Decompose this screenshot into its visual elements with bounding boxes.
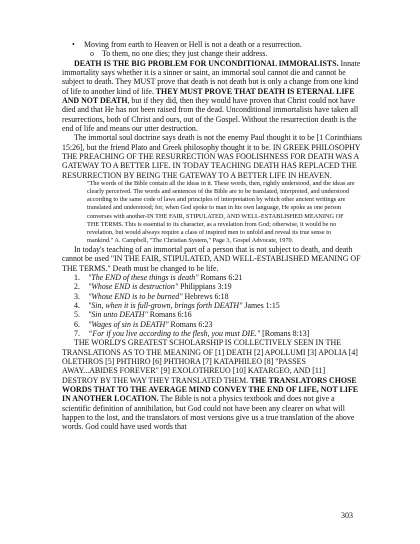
verse-quote: "Sin unto DEATH" bbox=[88, 310, 148, 320]
bullet-text: Moving from earth to Heaven or Hell is not a death or a resurrection. bbox=[84, 40, 302, 49]
verse-text bbox=[88, 292, 229, 301]
paragraph-emphasis: THEY MUST PROVE THAT DEATH IS ETERNAL LIFE AND NOT DEATH bbox=[62, 86, 355, 106]
verse-item bbox=[62, 273, 362, 282]
verse-item bbox=[62, 292, 362, 301]
verse-item bbox=[62, 329, 362, 338]
verse-quote: “For if you live according to the flesh, you must DIE." bbox=[88, 329, 261, 338]
paragraph-death-problem bbox=[62, 59, 362, 134]
page-number: 303 bbox=[341, 511, 353, 520]
block-quote-campbell: "The words of the Bible contain all the ideas in it. These words, then, rightly understood, and the ideas are clearly perceived. The words and sentences of the Bible are to be translated, interpreted, and understood according to the same code of laws and principles of interpretation by which other ancient writings are translated and understood; for, when God spoke to man in his own language, He spoke as one person converses with another-IN THE FAIR, STIPULATED, AND WELL-ESTABLISHED MEANING OF THE TERMS. This is essential to its character, as a revelation from God; otherwise, it would be no revelation, but would always require a class of inspired men to unfold and reveal its true sense to mankind." A. Campbell, "The Christian System," Page 3, Gospel Advocate, 1970. bbox=[87, 180, 355, 244]
verse-number: 2. bbox=[74, 282, 80, 292]
verse-item bbox=[62, 282, 362, 291]
paragraph-text: Innate immortality says whether it is a sinner or saint, an immortal soul cannot die and cannot be subject to death. They MUST prove that death is not death but is only a change from one kind of life to another kind of life. bbox=[62, 58, 361, 96]
sub-bullet-mark: o bbox=[90, 49, 94, 59]
verse-quote: "Whose END is destruction" bbox=[88, 282, 179, 292]
verse-reference: Romans 6:23 bbox=[168, 319, 213, 329]
verse-number: 3. bbox=[74, 291, 80, 301]
bullet-mark: • bbox=[72, 40, 75, 49]
verse-number: 7. bbox=[74, 329, 80, 338]
verse-quote: "Whose END is to be burned" bbox=[88, 291, 183, 301]
verse-text bbox=[88, 301, 280, 310]
paragraph-emphasis: THE TRANSLATORS CHOSE WORDS THAT TO THE AVERAGE MIND CONVEY THE END OF LIFE, NOT LIFE IN ANOTHER LOCATION. bbox=[62, 375, 359, 404]
verse-reference: [Romans 8:13] bbox=[260, 329, 310, 338]
verse-reference: Philippians 3:19 bbox=[178, 282, 232, 292]
paragraph-text: The Bible is not a physics textbook and does not give a scientific definition of annihilation, but God could not have been any clearer on what will happen to the lost, and the translators of most versions give us a true translation of the above words. God could have used words that bbox=[62, 394, 355, 432]
verse-item bbox=[62, 301, 362, 310]
verse-number: 5. bbox=[74, 310, 80, 320]
paragraph-text: , but if they did, then they would have proven that Christ could not have died and that He has not been raised from the dead. Unconditional immortalists have taken all resurrections, both of Christ and ours, out of the Gospel. Without the resurrection death is the end of life and means our utter destruction. bbox=[62, 96, 359, 134]
verse-text bbox=[88, 282, 232, 291]
sub-bullet-item bbox=[62, 49, 362, 58]
verse-text bbox=[88, 310, 192, 319]
verse-reference: Romans 6:21 bbox=[198, 272, 243, 282]
verse-item bbox=[62, 320, 362, 329]
paragraph-immortal-soul: The immortal soul doctrine says death is not the enemy Paul thought it to be [1 Corinthians 15:26], but the friend Plato and Greek philosophy thought it to be. IN GREEK PHILOSOPHY THE PREACHING OF THE RESURRECTION WAS FOOLISHNESS FOR DEATH WAS A GATEWAY TO A BETTER LIFE. IN TODAY TEACHING DEATH HAS REPLACED THE RESURRECTION BY BEING THE GATEWAY TO A BETTER LIFE IN HEAVEN. bbox=[62, 133, 362, 180]
verse-quote: "The END of these things is death" bbox=[88, 272, 199, 282]
verse-number: 4. bbox=[74, 300, 80, 310]
document-page bbox=[62, 40, 362, 432]
paragraph-scholarship bbox=[62, 338, 362, 431]
verse-list bbox=[62, 273, 362, 338]
verse-text bbox=[88, 329, 309, 338]
verse-text bbox=[88, 273, 242, 282]
bullet-item bbox=[62, 40, 362, 49]
paragraph-todays-teaching: In today's teaching of an immortal part of a person that is not subject to death, and death cannot be used "IN THE FAIR, STIPULATED, AND WELL-ESTABLISHED MEANING OF THE TERMS." Death must be changed to be life. bbox=[62, 244, 361, 273]
sub-bullet-text: To them, no one dies; they just change their address. bbox=[102, 49, 268, 59]
paragraph-text: THE WORLD'S GREATEST SCHOLARSHIP IS COLLECTIVELY SEEN IN THE TRANSLATIONS AS TO THE MEANING OF [1] DEATH [2] APOLLUMI [3] APOLIA [4] OLETHROS [5] PHTHIRO [6] PHTHORA [7] KATAPHILEO [8] "PASSES AWAY...ABIDES FOREVER" [9] EXOLOTHREUO [10] KATARGEO, AND [11] DESTROY BY THE WAY THEY TRANSLATED THEM. bbox=[62, 338, 358, 385]
verse-reference: Romans 6:16 bbox=[147, 310, 192, 320]
verse-quote: "Sin, when it is full-grown, brings forth DEATH" bbox=[88, 300, 243, 310]
verse-quote: "Wages of sin is DEATH" bbox=[88, 319, 169, 329]
verse-reference: James 1:15 bbox=[242, 300, 280, 310]
verse-reference: Hebrews 6:18 bbox=[182, 291, 229, 301]
verse-number: 1. bbox=[74, 272, 80, 282]
verse-number: 6. bbox=[74, 319, 80, 329]
verse-text bbox=[88, 320, 212, 329]
paragraph-lead-heading: DEATH IS THE BIG PROBLEM FOR UNCONDITIONAL IMMORALISTS. bbox=[74, 58, 339, 68]
verse-item bbox=[62, 310, 362, 319]
